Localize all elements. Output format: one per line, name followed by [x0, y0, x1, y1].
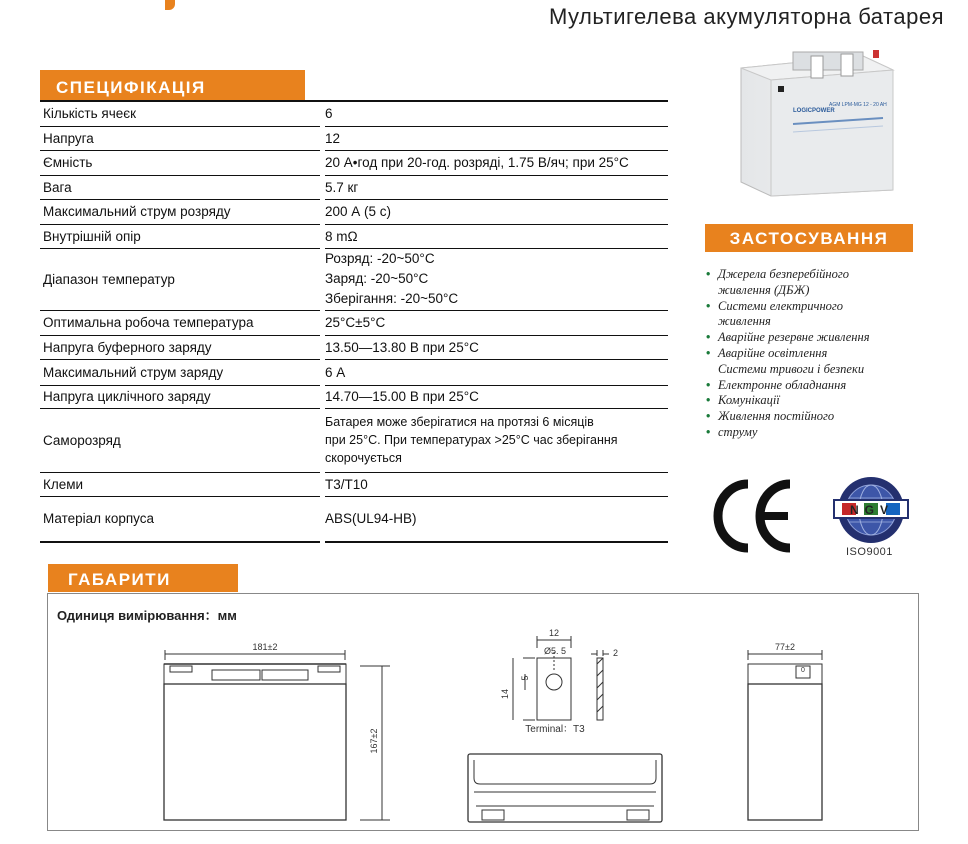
battery-product-image — [733, 32, 903, 197]
application-item: • Електронне обладнання — [706, 378, 916, 394]
ce-mark-icon — [712, 476, 798, 556]
front-view-drawing — [150, 636, 400, 826]
terminal-detail-drawing — [495, 626, 630, 738]
application-item: живлення — [718, 314, 771, 329]
application-item: • струму — [706, 425, 916, 441]
terminal-offset-label: 5 — [520, 675, 530, 681]
side-view-drawing — [740, 636, 835, 826]
spec-row — [40, 335, 668, 359]
spec-value-line: Розряд: -20~50°С — [325, 251, 435, 266]
length-label: 181±2 — [252, 642, 278, 652]
spec-row — [40, 496, 668, 542]
svg-text:0: 0 — [801, 667, 805, 674]
spec-row — [40, 248, 668, 310]
spec-row — [40, 310, 668, 335]
spec-value — [325, 248, 668, 310]
spec-value-line: Зберігання: -20~50°С — [325, 291, 459, 306]
application-item: • Живлення постійного — [706, 409, 916, 425]
terminal-height-label: 14 — [500, 688, 510, 700]
spec-value: 13.50—13.80 В при 25°С — [325, 335, 668, 359]
spec-value: 12 — [325, 126, 668, 150]
height-label: 167±2 — [369, 728, 379, 754]
spec-row — [40, 408, 668, 472]
spec-row — [40, 199, 668, 224]
iso-label: ISO9001 — [846, 546, 893, 558]
spec-value: 14.70—15.00 В при 25°С — [325, 385, 668, 408]
spec-key: Саморозряд — [40, 408, 320, 472]
spec-row — [40, 385, 668, 408]
application-item: • Комунікації — [706, 393, 916, 409]
spec-value: 5.7 кг — [325, 175, 668, 199]
spec-key: Матеріал корпуса — [40, 496, 320, 542]
spec-value: 6 — [325, 102, 668, 126]
spec-key: Напруга циклічного заряду — [40, 385, 320, 408]
spec-key: Вага — [40, 175, 320, 199]
page-title: Мультигелева акумуляторна батарея — [548, 4, 944, 29]
application-item: • Аварійне резервне живлення — [706, 330, 916, 346]
spec-value: 6 А — [325, 359, 668, 385]
unit-label: Одиниця вимірювання：мм — [57, 608, 237, 623]
application-item: Системи тривоги і безпеки — [718, 361, 865, 376]
ngv-iso-seal-icon — [826, 474, 916, 546]
spec-key: Максимальний струм розряду — [40, 199, 320, 224]
spec-value: 20 А•год при 20-год. розряді, 1.75 В/яч; при 25°С — [325, 150, 668, 175]
application-list — [706, 267, 916, 441]
spec-heading: СПЕЦИФІКАЦІЯ — [40, 70, 305, 100]
spec-row — [40, 126, 668, 150]
top-view-drawing — [462, 748, 667, 828]
application-item: • Аварійне освітлення — [706, 346, 916, 362]
spec-value: ABS(UL94-HB) — [325, 496, 668, 542]
spec-key: Оптимальна робоча температура — [40, 310, 320, 335]
spec-key: Діапазон температур — [40, 248, 320, 310]
dimensions-heading: ГАБАРИТИ — [48, 564, 238, 592]
spec-key: Клеми — [40, 472, 320, 496]
spec-key: Ємність — [40, 150, 320, 175]
terminal-hole-label: Ø5. 5 — [543, 646, 567, 656]
spec-key: Внутрішній опір — [40, 224, 320, 248]
spec-row — [40, 224, 668, 248]
spec-value-line: Батарея може зберігатися на протязі 6 місяців — [325, 415, 594, 429]
product-label: AGM LPM-MG 12 - 20 AH — [829, 102, 887, 108]
application-item: живлення (ДБЖ) — [718, 282, 810, 297]
spec-value — [325, 408, 668, 472]
terminal-type-label: Terminal：T3 — [525, 724, 585, 735]
spec-key: Напруга — [40, 126, 320, 150]
spec-value: Т3/Т10 — [325, 472, 668, 496]
application-heading: ЗАСТОСУВАННЯ — [705, 224, 913, 252]
spec-row — [40, 472, 668, 496]
terminal-width-label: 12 — [548, 628, 560, 638]
spec-row — [40, 102, 668, 126]
spec-table — [40, 102, 668, 543]
spec-key: Напруга буферного заряду — [40, 335, 320, 359]
spec-value-line: при 25°С. При температурах >25°С час зберігання — [325, 433, 618, 447]
positive-terminal — [873, 50, 879, 58]
spec-value: 8 mΩ — [325, 224, 668, 248]
brand-label: LOGICPOWER — [793, 108, 835, 114]
spec-row — [40, 150, 668, 175]
spec-row — [40, 359, 668, 385]
spec-value-line: Заряд: -20~50°С — [325, 271, 429, 286]
application-item: • Джерела безперебійного — [706, 267, 916, 283]
spec-value-line: скорочується — [325, 451, 402, 465]
spec-key: Максимальний струм заряду — [40, 359, 320, 385]
spec-key: Кількість ячеєк — [40, 102, 320, 126]
spec-row — [40, 175, 668, 199]
terminal-thickness-label: 2 — [613, 648, 619, 658]
logo-fragment — [165, 0, 175, 10]
spec-value: 200 А (5 с) — [325, 199, 668, 224]
ngv-text: NGV — [849, 503, 895, 517]
application-item: • Системи електричного — [706, 299, 916, 315]
width-label: 77±2 — [775, 642, 795, 652]
spec-value: 25°С±5°С — [325, 310, 668, 335]
